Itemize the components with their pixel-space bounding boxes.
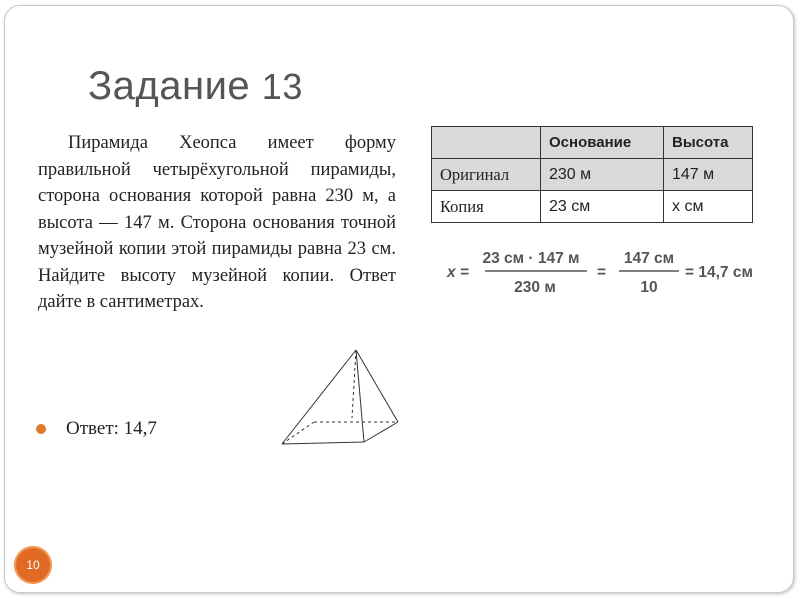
pyramid-base-edge xyxy=(282,442,364,444)
title-number: 13 xyxy=(261,66,303,107)
table-row xyxy=(432,191,753,223)
fraction1-denominator: 230 м xyxy=(514,279,556,296)
slide-title xyxy=(88,64,303,109)
fraction1-numerator: 23 см · 147 м xyxy=(482,250,580,267)
table-row xyxy=(432,159,753,191)
fraction2-denominator: 10 xyxy=(640,279,658,296)
table-cell: Оригинал xyxy=(432,159,541,191)
answer-row xyxy=(36,418,157,440)
solution-equation xyxy=(445,244,775,300)
bullet-icon xyxy=(36,424,46,434)
pyramid-hidden-edge xyxy=(352,350,356,418)
title-text: Задание xyxy=(88,64,251,108)
pyramid-edge xyxy=(282,350,356,444)
pyramid-edge xyxy=(356,350,364,442)
table-header-cell: Высота xyxy=(664,127,753,159)
table-cell: Копия xyxy=(432,191,541,223)
table-header-cell xyxy=(432,127,541,159)
table-cell: 147 м xyxy=(664,159,753,191)
problem-text: Пирамида Хеопса имеет форму правильной четырёхугольной пирамиды, сторона основания которой равна 230 м, а высота — 147 м. Сторона основания точной музейной копии этой пирамиды равна 23 см. Найдите высоту музейной копии. Ответ дайте в сантиметрах. xyxy=(38,133,396,312)
table-header-cell: Основание xyxy=(541,127,664,159)
answer-text: Ответ: 14,7 xyxy=(66,418,157,439)
pyramid-edge xyxy=(356,350,398,422)
pyramid-hidden-edge xyxy=(282,422,314,444)
fraction2-numerator: 147 см xyxy=(623,250,675,267)
equation-result: = 14,7 см xyxy=(685,264,753,281)
pyramid-base-edge xyxy=(364,422,398,442)
equation-equals: = xyxy=(597,264,607,281)
pyramid-figure xyxy=(278,346,402,448)
table-cell: 230 м xyxy=(541,159,664,191)
data-table xyxy=(431,126,753,223)
page-number-badge: 10 xyxy=(14,546,52,584)
table-header-row xyxy=(432,127,753,159)
table-cell: x см xyxy=(664,191,753,223)
equation-lhs: x = xyxy=(447,264,469,281)
table-cell: 23 см xyxy=(541,191,664,223)
